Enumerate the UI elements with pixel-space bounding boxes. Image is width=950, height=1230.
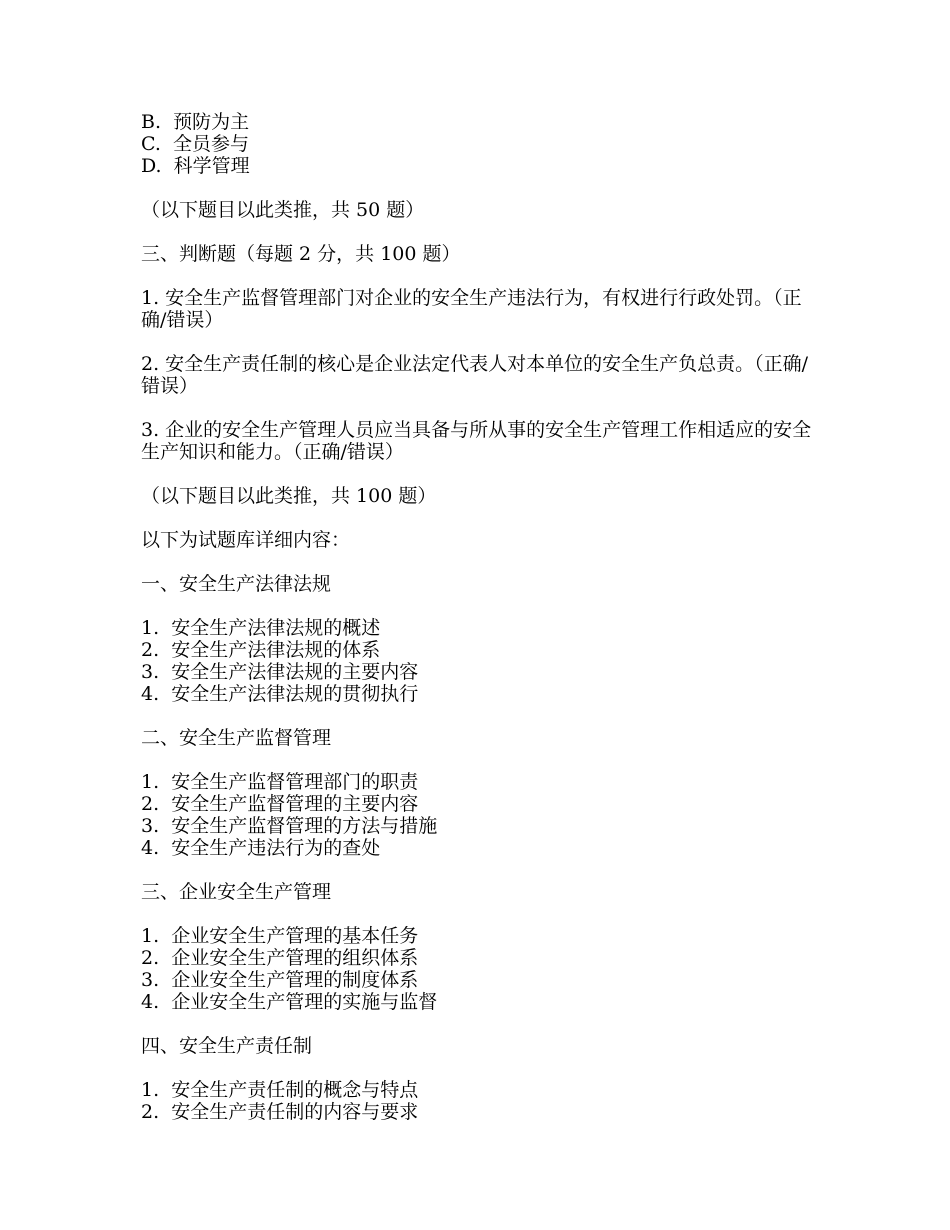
note-judgement: （以下题目以此类推，共 100 题）: [141, 485, 437, 507]
list-item: 1. 企业安全生产管理的基本任务: [141, 925, 419, 947]
option-d: D. 科学管理: [141, 155, 250, 177]
judgement-question-2: 2. 安全生产责任制的核心是企业法定代表人对本单位的安全生产负总责。（正确/错误）: [141, 353, 809, 397]
list-item: 4. 安全生产违法行为的查处: [141, 837, 381, 859]
list-item: 3. 企业安全生产管理的制度体系: [141, 969, 419, 991]
list-item: 4. 安全生产法律法规的贯彻执行: [141, 683, 419, 705]
judgement-question-3: 3. 企业的安全生产管理人员应当具备与所从事的安全生产管理工作相适应的安全生产知识和能力。（正确/错误）: [141, 419, 812, 463]
list-item: 1. 安全生产法律法规的概述: [141, 617, 381, 639]
list-item: 3. 安全生产监督管理的方法与措施: [141, 815, 438, 837]
option-b: B. 预防为主: [141, 111, 250, 133]
list-item: 1. 安全生产责任制的概念与特点: [141, 1079, 419, 1101]
list-laws: [141, 617, 821, 705]
document-body: [141, 111, 821, 1145]
list-item: 2. 安全生产监督管理的主要内容: [141, 793, 419, 815]
list-item: 2. 企业安全生产管理的组织体系: [141, 947, 419, 969]
list-supervision: [141, 771, 821, 859]
judgement-question-1: 1. 安全生产监督管理部门对企业的安全生产违法行为，有权进行行政处罚。（正确/错误）: [141, 287, 802, 331]
list-responsibility: [141, 1079, 821, 1123]
list-item: 1. 安全生产监督管理部门的职责: [141, 771, 419, 793]
section-title-responsibility: 四、安全生产责任制: [141, 1035, 313, 1057]
list-item: 3. 安全生产法律法规的主要内容: [141, 661, 419, 683]
list-item: 2. 安全生产责任制的内容与要求: [141, 1101, 419, 1123]
list-enterprise: [141, 925, 821, 1013]
answer-options: [141, 111, 821, 177]
list-item: 2. 安全生产法律法规的体系: [141, 639, 381, 661]
section-title-supervision: 二、安全生产监督管理: [141, 727, 332, 749]
note-choice: （以下题目以此类推，共 50 题）: [141, 199, 425, 221]
section-title-enterprise: 三、企业安全生产管理: [141, 881, 332, 903]
option-c: C. 全员参与: [141, 133, 249, 155]
detail-intro: 以下为试题库详细内容：: [141, 529, 351, 551]
section-title-laws: 一、安全生产法律法规: [141, 573, 332, 595]
list-item: 4. 企业安全生产管理的实施与监督: [141, 991, 438, 1013]
section-title-judgement: 三、判断题（每题 2 分，共 100 题）: [141, 243, 461, 265]
